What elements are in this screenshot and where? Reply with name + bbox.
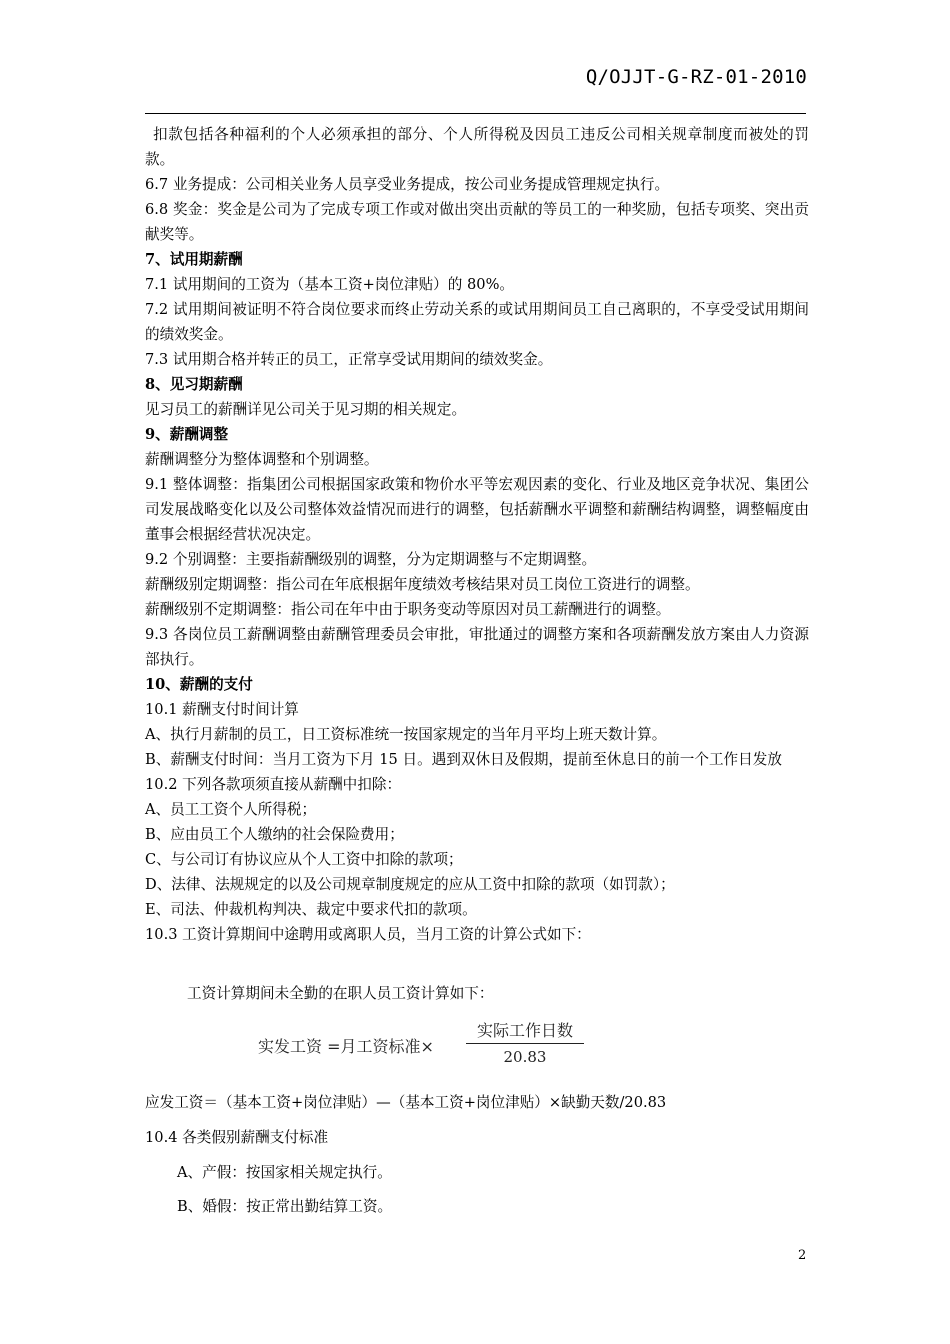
paragraph: 10.1 薪酬支付时间计算	[145, 701, 299, 718]
paragraph: 薪酬级别定期调整：指公司在年底根据年度绩效考核结果对员工岗位工资进行的调整。	[145, 576, 700, 593]
paragraph: 薪酬级别不定期调整：指公司在年中由于职务变动等原因对员工薪酬进行的调整。	[145, 601, 671, 618]
section-heading: 8、见习期薪酬	[145, 376, 243, 393]
paragraph: 见习员工的薪酬详见公司关于见习期的相关规定。	[145, 401, 467, 418]
paragraph: 10.3 工资计算期间中途聘用或离职人员，当月工资的计算公式如下：	[145, 926, 591, 943]
section-heading: 10、薪酬的支付	[145, 676, 253, 693]
paragraph: 7.2 试用期间被证明不符合岗位要求而终止劳动关系的或试用期间员工自己离职的，不享受受试用期间的绩效奖金。	[145, 301, 809, 343]
fraction-bar	[466, 1043, 584, 1044]
paragraph: B、薪酬支付时间：当月工资为下月 15 日。遇到双休日及假期，提前至休息日的前一个工作日发放	[145, 751, 782, 768]
formula-lhs: 实发工资 =月工资标准×	[258, 1037, 434, 1056]
list-item: A、员工工资个人所得税；	[145, 801, 317, 818]
paragraph: 9.1 整体调整：指集团公司根据国家政策和物价水平等宏观因素的变化、行业及地区竞争状况、集团公司发展战略变化以及公司整体效益情况而进行的调整，包括薪酬水平调整和薪酬结构调整，调整幅度由董事会根据经营状况决定。	[145, 476, 809, 543]
formula-fraction	[466, 1020, 584, 1067]
paragraph: 10.2 下列各款项须直接从薪酬中扣除：	[145, 776, 402, 793]
salary-formula	[258, 1020, 588, 1070]
gross-pay-formula: 应发工资＝（基本工资+岗位津贴）—（基本工资+岗位津贴）×缺勤天数/20.83	[145, 1094, 667, 1111]
formula-numerator: 实际工作日数	[476, 1021, 573, 1040]
subsection-heading: 10.4 各类假别薪酬支付标准	[145, 1129, 329, 1146]
paragraph: 薪酬调整分为整体调整和个别调整。	[145, 451, 379, 468]
formula-intro: 工资计算期间未全勤的在职人员工资计算如下：	[187, 985, 494, 1002]
page-number: 2	[798, 1248, 807, 1263]
paragraph: 7.3 试用期合格并转正的员工，正常享受试用期间的绩效奖金。	[145, 351, 553, 368]
section-heading: 7、试用期薪酬	[145, 251, 243, 268]
formula-denominator: 20.83	[503, 1048, 547, 1066]
header-divider	[145, 113, 806, 114]
paragraph: A、执行月薪制的员工，日工资标准统一按国家规定的当年月平均上班天数计算。	[145, 726, 667, 743]
paragraph: 7.1 试用期间的工资为（基本工资+岗位津贴）的 80%。	[145, 276, 515, 293]
paragraph: 9.2 个别调整：主要指薪酬级别的调整，分为定期调整与不定期调整。	[145, 551, 597, 568]
list-item: E、司法、仲裁机构判决、裁定中要求代扣的款项。	[145, 901, 477, 918]
list-item: D、法律、法规规定的以及公司规章制度规定的应从工资中扣除的款项（如罚款）；	[145, 876, 675, 893]
list-item: B、婚假：按正常出勤结算工资。	[177, 1198, 393, 1215]
paragraph: 6.7 业务提成：公司相关业务人员享受业务提成，按公司业务提成管理规定执行。	[145, 176, 670, 193]
document-body	[145, 122, 809, 947]
header-doc-code: Q/OJJT-G-RZ-01-2010	[585, 66, 807, 88]
section-heading: 9、薪酬调整	[145, 426, 229, 443]
paragraph: 9.3 各岗位员工薪酬调整由薪酬管理委员会审批，审批通过的调整方案和各项薪酬发放方案由人力资源部执行。	[145, 626, 809, 668]
list-item: A、产假：按国家相关规定执行。	[177, 1164, 392, 1181]
paragraph: 6.8 奖金：奖金是公司为了完成专项工作或对做出突出贡献的等员工的一种奖励，包括专项奖、突出贡献奖等。	[145, 201, 809, 243]
list-item: C、与公司订有协议应从个人工资中扣除的款项；	[145, 851, 463, 868]
paragraph: 扣款包括各种福利的个人必须承担的部分、个人所得税及因员工违反公司相关规章制度而被处的罚款。	[145, 126, 809, 168]
list-item: B、应由员工个人缴纳的社会保险费用；	[145, 826, 404, 843]
